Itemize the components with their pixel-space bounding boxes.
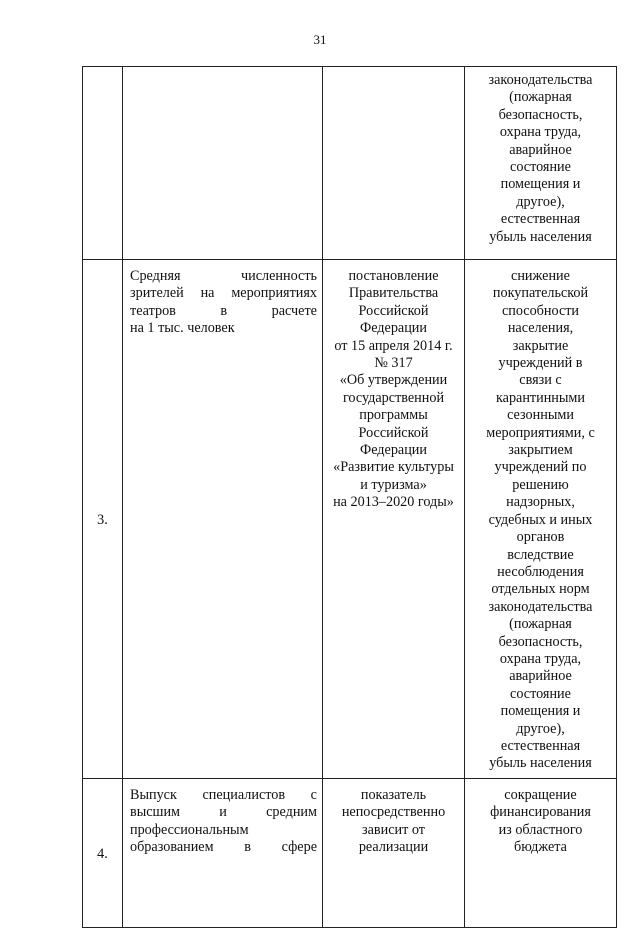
basis-cell (323, 260, 465, 779)
reason-line: органов (516, 529, 565, 546)
reason-line: бюджета (514, 839, 567, 856)
basis-line: постановление (348, 268, 439, 284)
indicator-cell (123, 260, 323, 779)
row-number: 3. (97, 512, 108, 529)
indicator-line (130, 285, 317, 302)
indicator-word: высшим (130, 804, 181, 821)
reason-line: охрана труда, (499, 124, 582, 141)
indicator-line (130, 804, 317, 821)
reason-line: учреждений по (494, 459, 587, 476)
indicator-word: в (220, 302, 228, 319)
reason-line: судебных и иных (488, 511, 593, 528)
reason-line: другое), (516, 193, 565, 210)
indicator-word: зрителей (130, 285, 184, 302)
indicator-word: на (200, 285, 215, 302)
basis-line: Федерации (359, 320, 427, 337)
indicator-word: образованием (130, 839, 214, 856)
row-number-cell (83, 779, 123, 928)
reason-line: законодательства (488, 598, 593, 615)
reason-line: учреждений в (498, 355, 583, 372)
indicator-word: профессиональным (130, 821, 249, 838)
indicator-line (130, 320, 317, 337)
indicator-word: мероприятиях (231, 285, 317, 302)
table-row (83, 779, 617, 928)
reason-line: охрана труда, (499, 650, 582, 667)
reason-line: естественная (500, 737, 581, 754)
indicator-word: в (244, 839, 251, 856)
reason-line: закрытием (508, 442, 573, 459)
reason-line: состояние (510, 159, 571, 176)
basis-line: показатель (360, 787, 427, 803)
indicator-line (130, 303, 317, 320)
basis-line: Российской (358, 302, 429, 319)
reason-cell (465, 67, 617, 260)
indicator-word: специалистов (202, 787, 286, 803)
basis-line: государственной (342, 389, 445, 406)
reason-line: карантинными (495, 389, 586, 406)
indicator-cell (123, 779, 323, 928)
row-number: 4. (97, 846, 108, 863)
reason-line: убыль населения (489, 228, 592, 245)
indicator-word: на 1 тыс. человек (130, 320, 235, 337)
indicators-table (82, 66, 617, 928)
basis-line: непосредственно (341, 804, 446, 821)
indicator-word: Средняя (130, 268, 181, 284)
reason-line: законодательства (488, 72, 593, 88)
reason-line: безопасность, (498, 106, 583, 123)
reason-line: связи с (519, 372, 562, 389)
indicator-line (130, 787, 317, 804)
basis-line: «Развитие культуры (333, 459, 454, 476)
basis-line: Российской (358, 424, 429, 441)
basis-line: программы (359, 407, 428, 424)
basis-cell (323, 67, 465, 260)
reason-line: состояние (510, 685, 571, 702)
indicator-word: расчете (271, 302, 317, 319)
basis-line: Федерации (359, 442, 427, 459)
reason-line: надзорных, (506, 494, 575, 511)
reason-line: закрытие (512, 337, 569, 354)
indicator-line (130, 268, 317, 285)
reason-line: аварийное (509, 141, 572, 158)
indicator-line (130, 839, 317, 856)
indicator-word: театров (130, 302, 176, 319)
basis-line: зависит от (362, 821, 425, 838)
reason-line: сокращение (504, 787, 577, 803)
reason-line: (пожарная (509, 616, 572, 633)
reason-line: мероприятиями, с (486, 424, 595, 441)
indicator-word: с (310, 787, 317, 803)
reason-line: отдельных норм (491, 581, 590, 598)
reason-line: естественная (500, 211, 581, 228)
basis-line: на 2013–2020 годы» (333, 494, 454, 511)
reason-line: решению (512, 476, 569, 493)
reason-line: покупательской (492, 285, 589, 302)
reason-line: помещения и (500, 703, 581, 720)
reason-line: другое), (516, 720, 565, 737)
reason-line: способности (501, 302, 580, 319)
basis-line: реализации (358, 839, 429, 856)
basis-line: «Об утверждении (339, 372, 448, 389)
reason-line: населения, (507, 320, 574, 337)
page-number: 31 (313, 32, 327, 47)
reason-line: безопасность, (498, 633, 583, 650)
reason-line: помещения и (500, 176, 581, 193)
indicator-cell (123, 67, 323, 260)
indicator-word: и (219, 804, 227, 821)
reason-cell (465, 260, 617, 779)
table-row (83, 260, 617, 779)
indicator-word: численность (240, 268, 317, 284)
row-number-cell (83, 67, 123, 260)
basis-line: и туризма» (360, 476, 427, 493)
basis-cell (323, 779, 465, 928)
indicator-word: сфере (281, 839, 317, 856)
indicator-word: Выпуск (130, 787, 177, 803)
basis-line: Правительства (348, 285, 439, 302)
reason-line: из областного (498, 821, 583, 838)
table-row (83, 67, 617, 260)
reason-line: аварийное (509, 668, 572, 685)
reason-line: (пожарная (509, 89, 572, 106)
row-number-cell (83, 260, 123, 779)
reason-cell (465, 779, 617, 928)
basis-line: от 15 апреля 2014 г. (334, 337, 453, 354)
indicator-line (130, 822, 317, 839)
reason-line: убыль населения (489, 755, 592, 772)
reason-line: вследствие (507, 546, 574, 563)
basis-line: № 317 (374, 355, 413, 372)
reason-line: сезонными (507, 407, 574, 424)
indicator-word: средним (266, 804, 317, 821)
reason-line: несоблюдения (497, 563, 584, 580)
reason-line: финансирования (490, 804, 591, 821)
reason-line: снижение (511, 268, 570, 284)
